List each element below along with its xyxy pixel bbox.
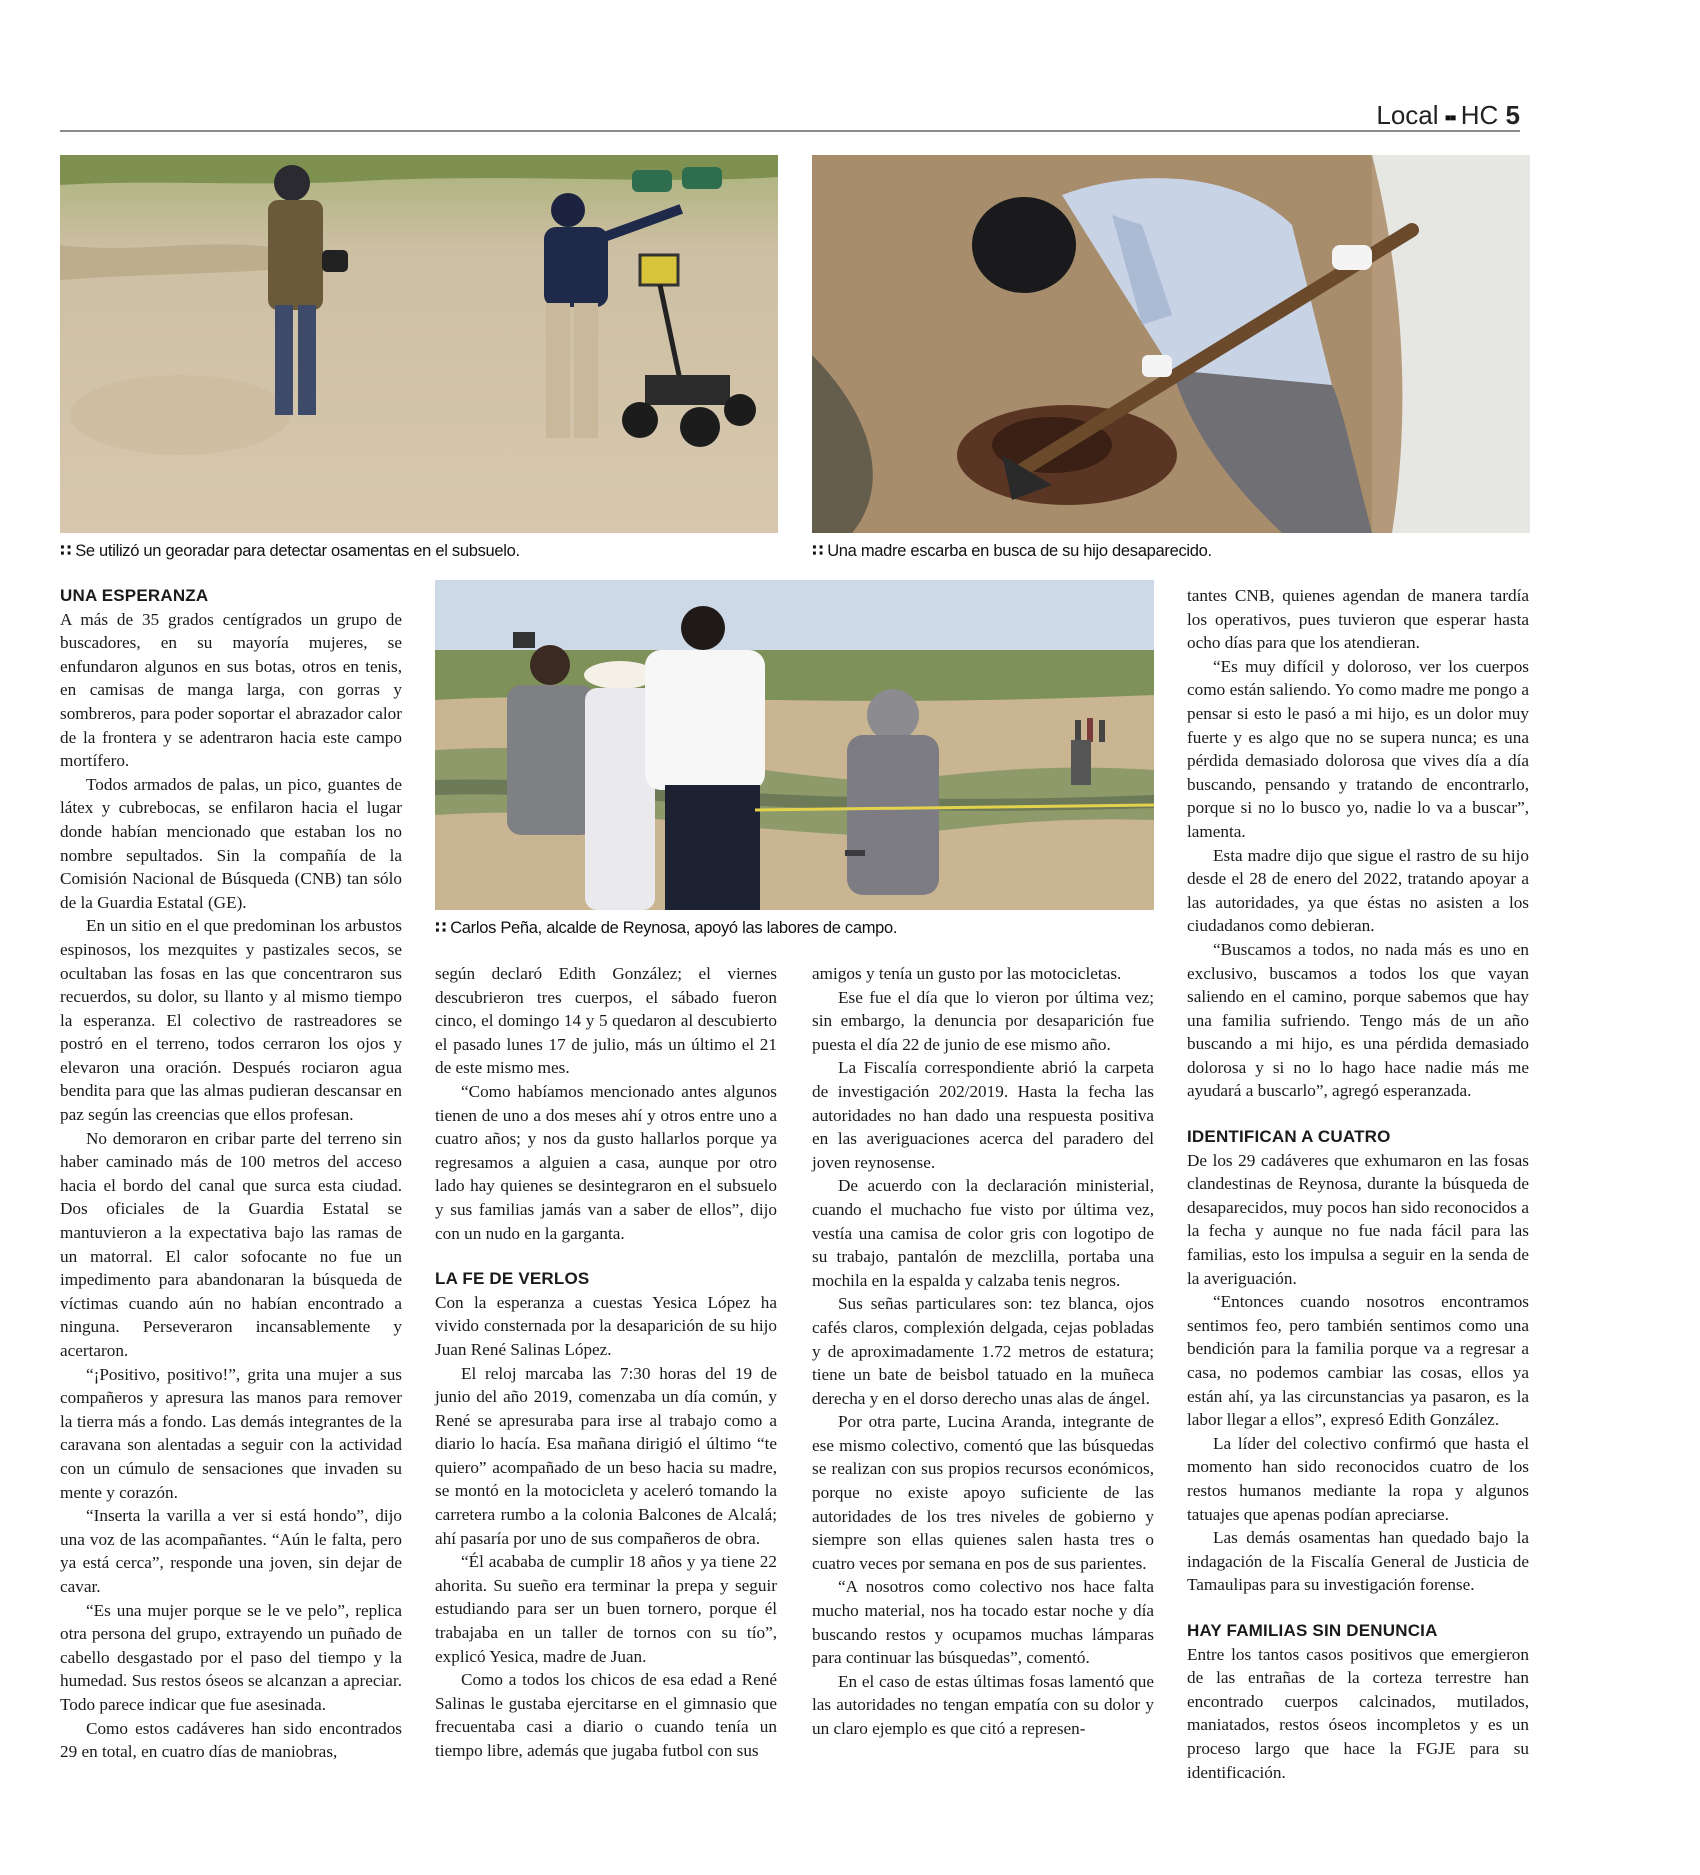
paragraph: La Fiscalía correspondiente abrió la carpeta de investigación 202/2019. Hasta la fecha las autoridades no han dado una respuesta positiva en las averiguaciones acerca del paradero del joven reynosense. (812, 1058, 1154, 1172)
paragraph: “Inserta la varilla a ver si está hondo”, dijo una voz de las acompañantes. “Aún le falta, pero ya está cerca”, responde una joven, sin dejar de cavar. (60, 1506, 402, 1596)
paragraph: De acuerdo con la declaración ministerial, cuando el muchacho fue visto por última vez, vestía una camisa de color gris con logotipo de su trabajo, pantalón de mezclilla, portaba una mochila en la espalda y calzaba tenis negros. (812, 1176, 1154, 1290)
paragraph: Con la esperanza a cuestas Yesica López ha vivido consternada por la desaparición de su hijo Juan René Salinas López. (435, 1292, 777, 1359)
paragraph: Todos armados de palas, un pico, guantes de látex y cubrebocas, se enfilaron hacia el lugar donde habían mencionado que estaban los no nombre sepultados. Sin la compañía de la Comisión Nacional de Búsqueda (CNB) tan sólo de la Guardia Estatal (GE). (60, 774, 402, 912)
paragraph: De los 29 cadáveres que exhumaron en las fosas clandestinas de Reynosa, durante la búsqueda de desaparecidos, muy pocos han sido reconocidos a la fecha y aunque no fue nada fácil para las familias, esto los impulsa a seguir en la senda de la averiguación. (1187, 1150, 1529, 1288)
caption-bullet-icon: ∷ (435, 919, 447, 937)
caption-text: Carlos Peña, alcalde de Reynosa, apoyó las labores de campo. (450, 919, 898, 937)
photo-georadar-illustration (60, 155, 778, 533)
photo-madre (812, 155, 1530, 533)
caption-madre (812, 541, 1212, 561)
paragraph: “A nosotros como colectivo nos hace falta mucho material, nos ha tocado estar noche y día buscando restos y ocupamos muchas lámparas para continuar las búsquedas”, comentó. (812, 1577, 1154, 1668)
paragraph: Las demás osamentas han quedado bajo la indagación de la Fiscalía General de Justicia de Tamaulipas para su investigación forense. (1187, 1528, 1529, 1595)
caption-alcalde (435, 918, 897, 938)
paragraph: Como estos cadáveres han sido encontrados 29 en total, en cuatro días de maniobras, (60, 1718, 402, 1762)
section-folio (1376, 100, 1520, 133)
paragraph: tantes CNB, quienes agendan de manera tardía los operativos, pues tuvieron que esperar hasta ocho días para que los atendieran. (1187, 586, 1529, 653)
page-number: 5 (1505, 100, 1520, 130)
paragraph: La líder del colectivo confirmó que hasta el momento han sido reconocidos cuatro de los restos humanos mediante la ropa y algunos tatuajes que apenas podían apreciarse. (1187, 1433, 1529, 1524)
paragraph: “Entonces cuando nosotros encontramos sentimos feo, pero también sentimos como una bendición para la familia porque va a regresar a casa, no podemos cambiar las cosas, ellos ya están ahí, ya las circunstancias ya pasaron, es la labor llegar a ellos”, expresó Edith González. (1187, 1292, 1529, 1430)
paragraph: A más de 35 grados centígrados un grupo de buscadores, en su mayoría mujeres, se enfundaron algunos en sus botas, otros en tenis, en camisas de manga larga, con gorras y sombreros, para poder soportar el abrazador calor de la frontera y se adentraron hacia este campo mortífero. (60, 609, 402, 771)
paragraph: El reloj marcaba las 7:30 horas del 19 de junio del año 2019, comenzaba un día común, y René se apresuraba para irse al trabajo como a diario lo hacía. Esa mañana dirigió el último “te quiero” acompañado de un beso hacia su madre, se montó en la motocicleta y aceleró tomando la carretera rumbo a la colonia Balcones de Alcalá; ahí pasaría por uno de sus compañeros de obra. (435, 1363, 777, 1548)
article-column-3 (812, 962, 1154, 1741)
caption-bullet-icon: ∷ (812, 542, 824, 560)
caption-bullet-icon: ∷ (60, 542, 72, 560)
section-name: Local (1376, 100, 1439, 130)
paragraph: “¡Positivo, positivo!”, grita una mujer a sus compañeros y apresura las manos para remover la tierra más a fondo. Las demás integrantes de la caravana son alentadas a seguir con la actividad con un cúmulo de sensaciones que invaden su mente y corazón. (60, 1364, 402, 1502)
caption-text: Se utilizó un georadar para detectar osamentas en el subsuelo. (75, 542, 520, 560)
photo-alcalde (435, 580, 1154, 910)
separator-dots-icon: ▪▪ (1444, 107, 1455, 129)
article-column-1 (60, 584, 402, 1764)
paragraph: amigos y tenía un gusto por las motocicletas. (812, 964, 1122, 983)
photo-madre-illustration (812, 155, 1530, 533)
paragraph: “Es una mujer porque se le ve pelo”, replica otra persona del grupo, extrayendo un puñado de cabello desgastado por el paso del tiempo y la humedad. Sus restos óseos se alcanzan a apreciar. Todo parece indicar que fue asesinada. (60, 1600, 402, 1714)
paragraph: “Buscamos a todos, no nada más es uno en exclusivo, buscamos a todos los que vayan saliendo en el camino, porque sabemos que hay una familia sufriendo. Tengo más de un año buscando a mi hijo, es una pérdida demasiado dolorosa y si no lo hago hace nadie más me ayudará a buscarlo”, agregó esperanzada. (1187, 939, 1529, 1101)
paragraph: “Como habíamos mencionado antes algunos tienen de uno a dos meses ahí y otros entre uno a cuatro años; y nos da gusto hallarlos porque ya regresamos a alguien a casa, aunque por otro lado hay quienes se desintegraron en el subsuelo y sus familias jamás van a saber de ellos”, dijo con un nudo en la garganta. (435, 1081, 777, 1243)
article-column-2 (435, 962, 777, 1763)
paragraph: Ese fue el día que lo vieron por última vez; sin embargo, la denuncia por desaparición fue puesta el día 22 de junio de ese mismo año. (812, 987, 1154, 1054)
photo-alcalde-illustration (435, 580, 1154, 910)
caption-georadar (60, 541, 520, 561)
paragraph: Esta madre dijo que sigue el rastro de su hijo desde el 28 de enero del 2022, tratando apoyar a las autoridades, ya que éstas no asisten a los ciudadanos como debieran. (1187, 845, 1529, 936)
subheading-hay-familias-sin-denuncia: HAY FAMILIAS SIN DENUNCIA (1187, 1620, 1438, 1640)
paragraph: Sus señas particulares son: tez blanca, ojos cafés claros, complexión delgada, cejas pobladas y de aproximadamente 1.72 metros de estatura; tiene un bate de beisbol tatuado en la muñeca derecha y en el dorso derecho unas alas de ángel. (812, 1294, 1154, 1408)
paragraph: Como a todos los chicos de esa edad a René Salinas le gustaba ejercitarse en el gimnasio que frecuentaba casi a diario o cuando tenía un tiempo libre, además que jugaba futbol con sus (435, 1670, 777, 1760)
paragraph: según declaró Edith González; el viernes descubrieron tres cuerpos, el sábado fueron cinco, el domingo 14 y 5 quedaron al descubierto el pasado lunes 17 de julio, más un último el 21 de este mismo mes. (435, 964, 777, 1078)
paragraph: No demoraron en cribar parte del terreno sin haber caminado más de 100 metros del acceso hacia el bordo del canal que surca esta ciudad. Dos oficiales de la Guardia Estatal se mantuvieron a la expectativa bajo las ramas de un matorral. El calor sofocante no fue un impedimento para abandonaran la búsqueda de víctimas cuando aún no habían encontrado a ninguna. Perseveraron incansablemente y acertaron. (60, 1128, 402, 1360)
paragraph: Por otra parte, Lucina Aranda, integrante de ese mismo colectivo, comentó que las búsquedas se realizan con sus propios recursos económicos, porque no existe apoyo suficiente de las autoridades de los tres niveles de gobierno y siempre son ellas quienes salen hasta tres o cuatro veces por semana en pos de sus parientes. (812, 1412, 1154, 1573)
subheading-una-esperanza: UNA ESPERANZA (60, 586, 209, 605)
paragraph: En el caso de estas últimas fosas lamentó que las autoridades no tengan empatía con su dolor y un claro ejemplo es que citó a represen- (812, 1671, 1154, 1738)
paragraph: “Él acababa de cumplir 18 años y ya tiene 22 ahorita. Su sueño era terminar la prepa y seguir estudiando para ser un buen tornero, porque él trabajaba en un taller de tornos con su tío”, explicó Yesica, madre de Juan. (435, 1552, 777, 1666)
paragraph: Entre los tantos casos positivos que emergieron de las entrañas de la corteza terrestre han encontrado cuerpos calcinados, mutilados, maniatados, restos óseos incompletos y es un proceso largo que hace la FGJE para su identificación. (1187, 1644, 1529, 1782)
subheading-identifican-a-cuatro: IDENTIFICAN A CUATRO (1187, 1127, 1391, 1147)
caption-text: Una madre escarba en busca de su hijo desaparecido. (827, 542, 1212, 560)
publication-logo: HC (1460, 100, 1499, 130)
paragraph: En un sitio en el que predominan los arbustos espinosos, los mezquites y pastizales secos, se ocultaban las fosas en las que concentraron sus recuerdos, su dolor, su llanto y al mismo tiempo la esperanza. El colectivo de rastreadores se postró en el terreno, todos cerraron los ojos y elevaron una oración. Después rociaron agua bendita para que las almas pudieran descansar en paz según las creencias que ellos profesan. (60, 916, 402, 1125)
article-column-4 (1187, 584, 1529, 1784)
subheading-la-fe-de-verlos: LA FE DE VERLOS (435, 1269, 590, 1289)
photo-georadar (60, 155, 778, 533)
paragraph: “Es muy difícil y doloroso, ver los cuerpos como están saliendo. Yo como madre me pongo a pensar si esto le pasó a mi hijo, es un dolor muy fuerte y es algo que no se supera nunca; es una pérdida demasiado dolorosa que vives día a día buscando, pensando y tratando de encontrarlo, porque si no lo busco yo, nadie lo va a buscar”, lamenta. (1187, 656, 1529, 841)
page-header (60, 100, 1520, 132)
